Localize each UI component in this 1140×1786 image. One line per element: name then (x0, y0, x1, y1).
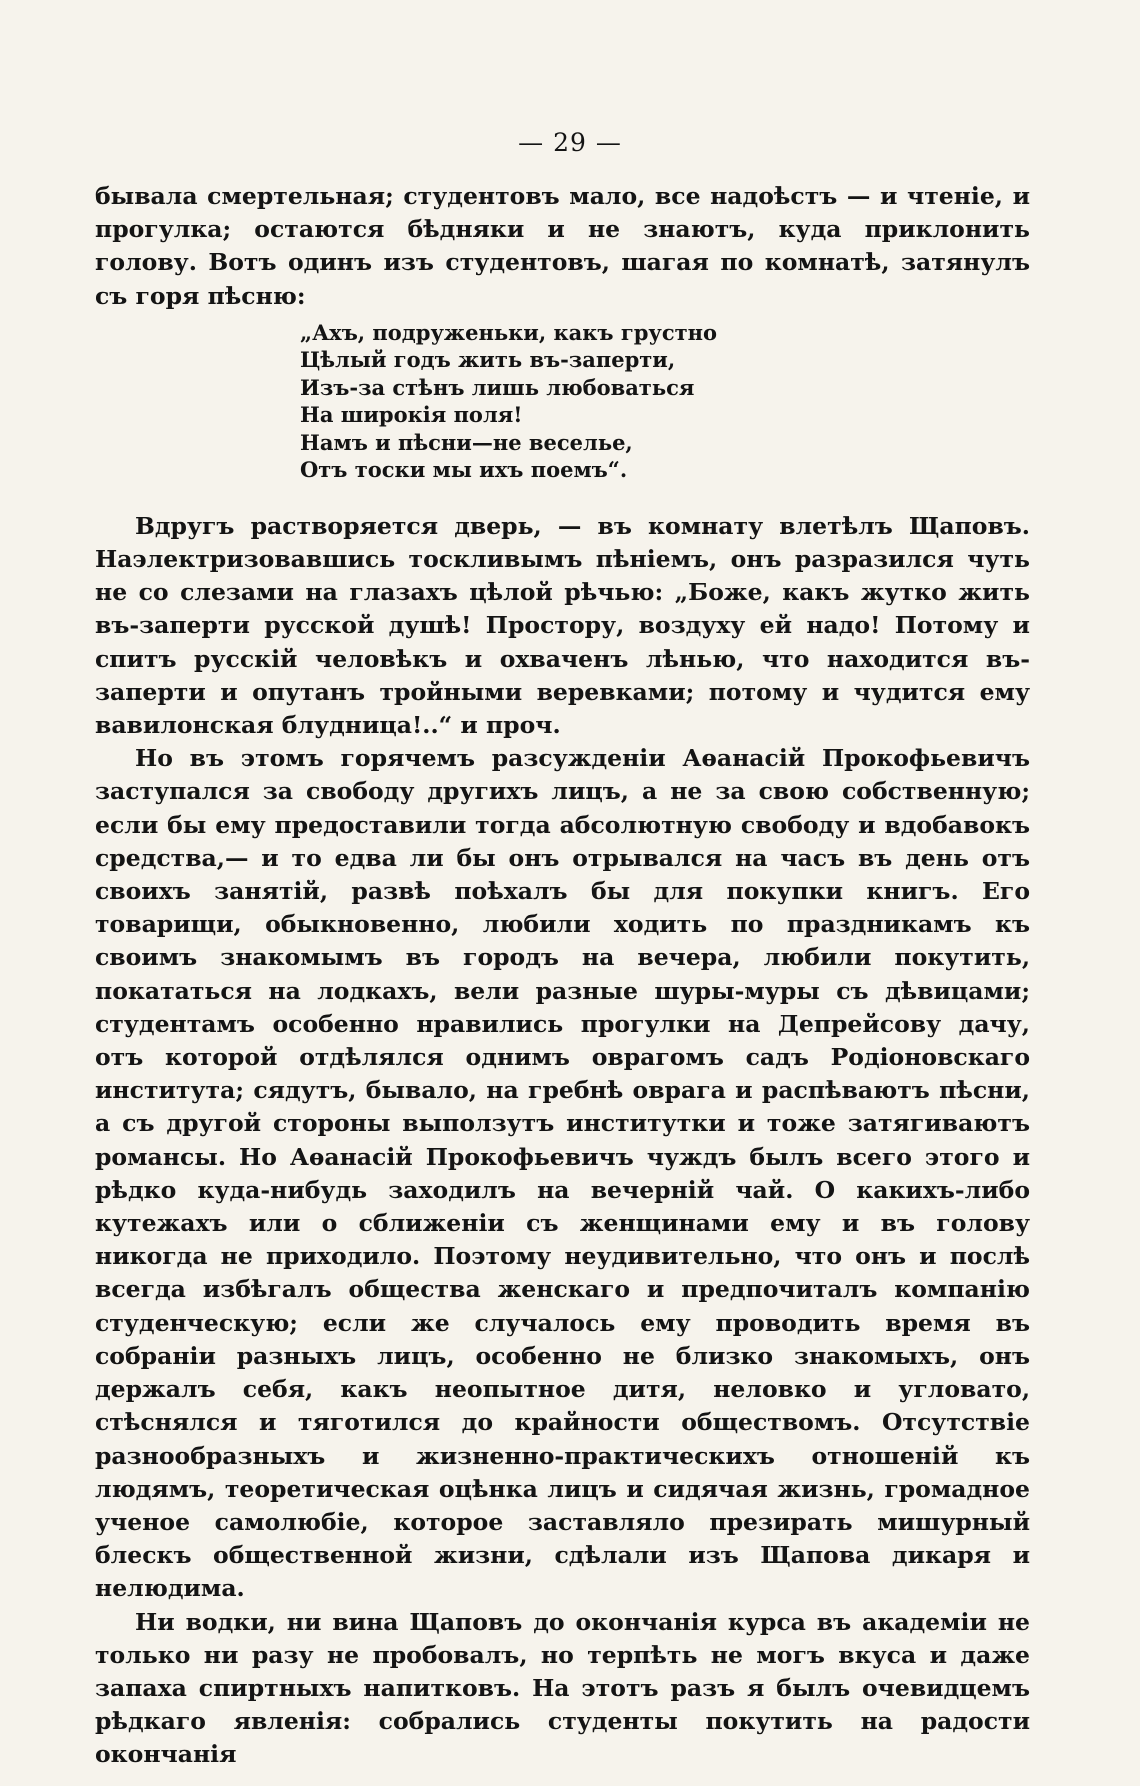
paragraph-abstinence: Ни водки, ни вина Щаповъ до окончанія курса въ академіи не только ни разу не пробовалъ, но терпѣть не могъ вкуса и даже запаха спиртныхъ напитковъ. На этотъ разъ я былъ очевидцемъ рѣдкаго явленія: собрались студенты покутить на радости окончанія (95, 1607, 1030, 1769)
paragraph-shchapov-speech: Вдругъ растворяется дверь, — въ комнату влетѣлъ Щаповъ. Наэлектризовавшись тоскливымъ пѣніемъ, онъ разразился чуть не со слезами на глазахъ цѣлой рѣчью: „Боже, какъ жутко жить въ-заперти русской душѣ! Простору, воздуху ей надо! Потому и спитъ русскій человѣкъ и охваченъ лѣнью, что находится въ-заперти и опутанъ тройными веревками; потому и чудится ему вавилонская блудница!..“ и проч. (95, 511, 1030, 740)
poem-line: Изъ-за стѣнъ лишь любоваться (300, 374, 695, 400)
paragraph-opening: бывала смертельная; студентовъ мало, все надоѣстъ — и чтеніе, и прогулка; остаются бѣдняки и не знаютъ, куда приклонить голову. Вотъ одинъ изъ студентовъ, шагая по комнатѣ, затянулъ съ горя пѣсню: (95, 182, 1030, 310)
poem-line: Отъ тоски мы ихъ поемъ“. (300, 457, 628, 483)
page-number: — 29 — (518, 128, 622, 157)
paragraph-companions: Но въ этомъ горячемъ разсужденіи Аѳанасій Прокофьевичъ заступался за свободу другихъ лицъ, а не за свою собственную; если бы ему предоставили тогда абсолютную свободу и вдобавокъ средства,— и то едва ли бы онъ отрывался на часъ въ день отъ своихъ занятій, развѣ поѣхалъ бы для покупки книгъ. Его товарищи, обыкновенно, любили ходить по праздникамъ къ своимъ знакомымъ въ городъ на вечера, любили покутить, покататься на лодкахъ, вели разные шуры-муры съ дѣвицами; студентамъ особенно нравились прогулки на Депрейсову дачу, отъ которой отдѣлялся однимъ оврагомъ садъ Родіоновскаго института; сядутъ, бывало, на гребнѣ оврага и распѣваютъ пѣсни, а съ другой стороны выползутъ институтки и тоже затягиваютъ романсы. Но Аѳанасій Прокофьевичъ чуждъ былъ всего этого и рѣдко куда-нибудь заходилъ на вечерній чай. О какихъ-либо кутежахъ или о сближеніи съ женщинами ему и въ голову никогда не приходило. Поэтому неудивительно, что онъ и послѣ всегда избѣгалъ общества женскаго и предпочиталъ компанію студенческую; если же случалось ему проводить время въ собраніи разныхъ лицъ, особенно не близко знакомыхъ, онъ держалъ себя, какъ неопытное дитя, неловко и угловато, стѣснялся и тяготился до крайности обществомъ. Отсутствіе разнообразныхъ и жизненно-практическихъ отношеній къ людямъ, теоретическая оцѣнка лицъ и сидячая жизнь, громадное ученое самолюбіе, которое заставляло презирать мишурный блескъ общественной жизни, сдѣлали изъ Щапова дикаря и нелюдима. (95, 744, 1030, 1603)
poem-line: На широкія поля! (300, 402, 523, 428)
poem-line: Цѣлый годъ жить въ-заперти, (300, 347, 676, 373)
poem-line: Намъ и пѣсни—не веселье, (300, 429, 633, 455)
body-text (95, 180, 1030, 1772)
poem-stanza (300, 319, 1030, 484)
poem-line: „Ахъ, подруженьки, какъ грустно (300, 319, 718, 345)
